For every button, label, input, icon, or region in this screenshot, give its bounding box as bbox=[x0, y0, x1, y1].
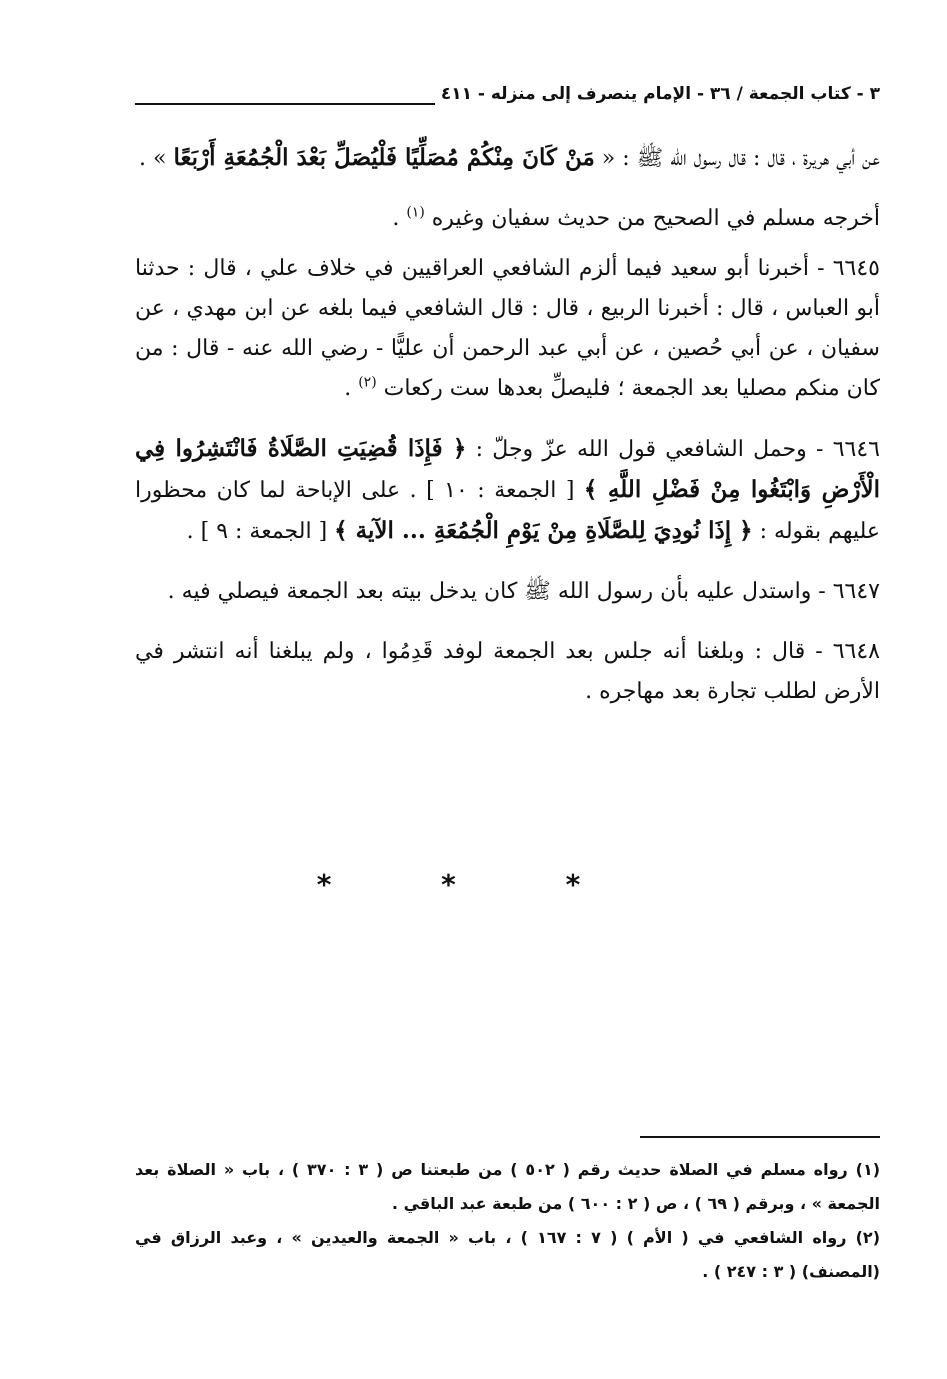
paragraph-6648 bbox=[135, 632, 880, 712]
footnote-rule bbox=[640, 1136, 880, 1138]
hadith-quote: مَنْ كَانَ مِنْكُمْ مُصَلِّيًا فَلْيُصَلِّ بَعْدَ الْجُمُعَةِ أَرْبَعًا bbox=[173, 144, 595, 171]
hadith-paragraph bbox=[135, 138, 880, 179]
paragraph-6646 bbox=[135, 429, 880, 552]
paragraph-6648-text: ٦٦٤٨ - قال : وبلغنا أنه جلس بعد الجمعة لوفد قَدِمُوا ، ولم يبلغنا أنه انتشر في الأرض لطلب تجارة بعد مهاجره . bbox=[135, 639, 880, 704]
footnote-2: (٢) رواه الشافعي في ( الأم ) ( ٧ : ١٦٧ ) ، باب « الجمعة والعيدين » ، وعبد الرزاق في (المصنف) ( ٣ : ٢٤٧ ) . bbox=[135, 1228, 880, 1281]
main-text bbox=[135, 138, 880, 732]
paragraph-6646-lead: ٦٦٤٦ - وحمل الشافعي قول الله عزّ وجلّ : bbox=[466, 437, 880, 462]
running-header bbox=[135, 82, 880, 116]
paragraph-6646-end: [ الجمعة : ٩ ] . bbox=[186, 519, 335, 544]
header-rule bbox=[135, 103, 435, 105]
paragraph-6646-mid: [ الجمعة : ١٠ ] . على الإباحة لما كان محظورا عليهم بقوله : bbox=[135, 478, 880, 544]
footnote-ref-2: (٢) bbox=[358, 374, 377, 391]
source-text: أخرجه مسلم في الصحيح من حديث سفيان وغيره bbox=[424, 206, 880, 231]
footnote-ref-1: (١) bbox=[406, 204, 425, 221]
footnotes bbox=[135, 1153, 880, 1289]
quran-verse-1: ﴿ فَإِذَا قُضِيَتِ الصَّلَاةُ فَانْتَشِرُوا فِي الْأَرْضِ وَابْتَغُوا مِنْ فَضْلِ اللَّهِ ﴾ bbox=[135, 435, 881, 503]
source-end: . bbox=[392, 206, 407, 231]
footnote-1: (١) رواه مسلم في الصلاة حديث رقم ( ٥٠٢ ) من طبعتنا ص ( ٣ : ٣٧٠ ) ، باب « الصلاة بعد الجمعة » ، وبرقم ( ٦٩ ) ، ص ( ٢ : ٦٠٠ ) من طبعة عبد الباقي . bbox=[135, 1160, 881, 1213]
hadith-intro: عن أبي هريرة ، قال : قال رسول الله ﷺ : « bbox=[594, 146, 880, 171]
paragraph-6645 bbox=[135, 249, 880, 409]
paragraph-6647 bbox=[135, 572, 880, 612]
header-title: ٣ - كتاب الجمعة / ٣٦ - الإمام ينصرف إلى منزله - ٤١١ bbox=[440, 84, 880, 104]
paragraph-6645-end: . bbox=[344, 376, 359, 401]
section-separator: * * * bbox=[316, 868, 631, 901]
paragraph-6647-text: ٦٦٤٧ - واستدل عليه بأن رسول الله ﷺ كان يدخل بيته بعد الجمعة فيصلي فيه . bbox=[167, 579, 880, 604]
hadith-close: » . bbox=[139, 146, 174, 171]
source-paragraph bbox=[135, 199, 880, 239]
paragraph-6645-text: ٦٦٤٥ - أخبرنا أبو سعيد فيما ألزم الشافعي العراقيين في خلاف علي ، قال : حدثنا أبو العباس ، قال : أخبرنا الربيع ، قال : قال الشافعي فيما بلغه عن ابن مهدي ، عن سفيان ، عن أبي حُصين ، عن أبي عبد الرحمن أن عليًّا - رضي الله عنه - قال : من كان منكم مصليا بعد الجمعة ؛ فليصلِّ بعدها ست ركعات bbox=[135, 256, 880, 401]
quran-verse-2: ﴿ إِذَا نُودِيَ لِلصَّلَاةِ مِنْ يَوْمِ الْجُمُعَةِ ... الآية ﴾ bbox=[334, 517, 753, 544]
